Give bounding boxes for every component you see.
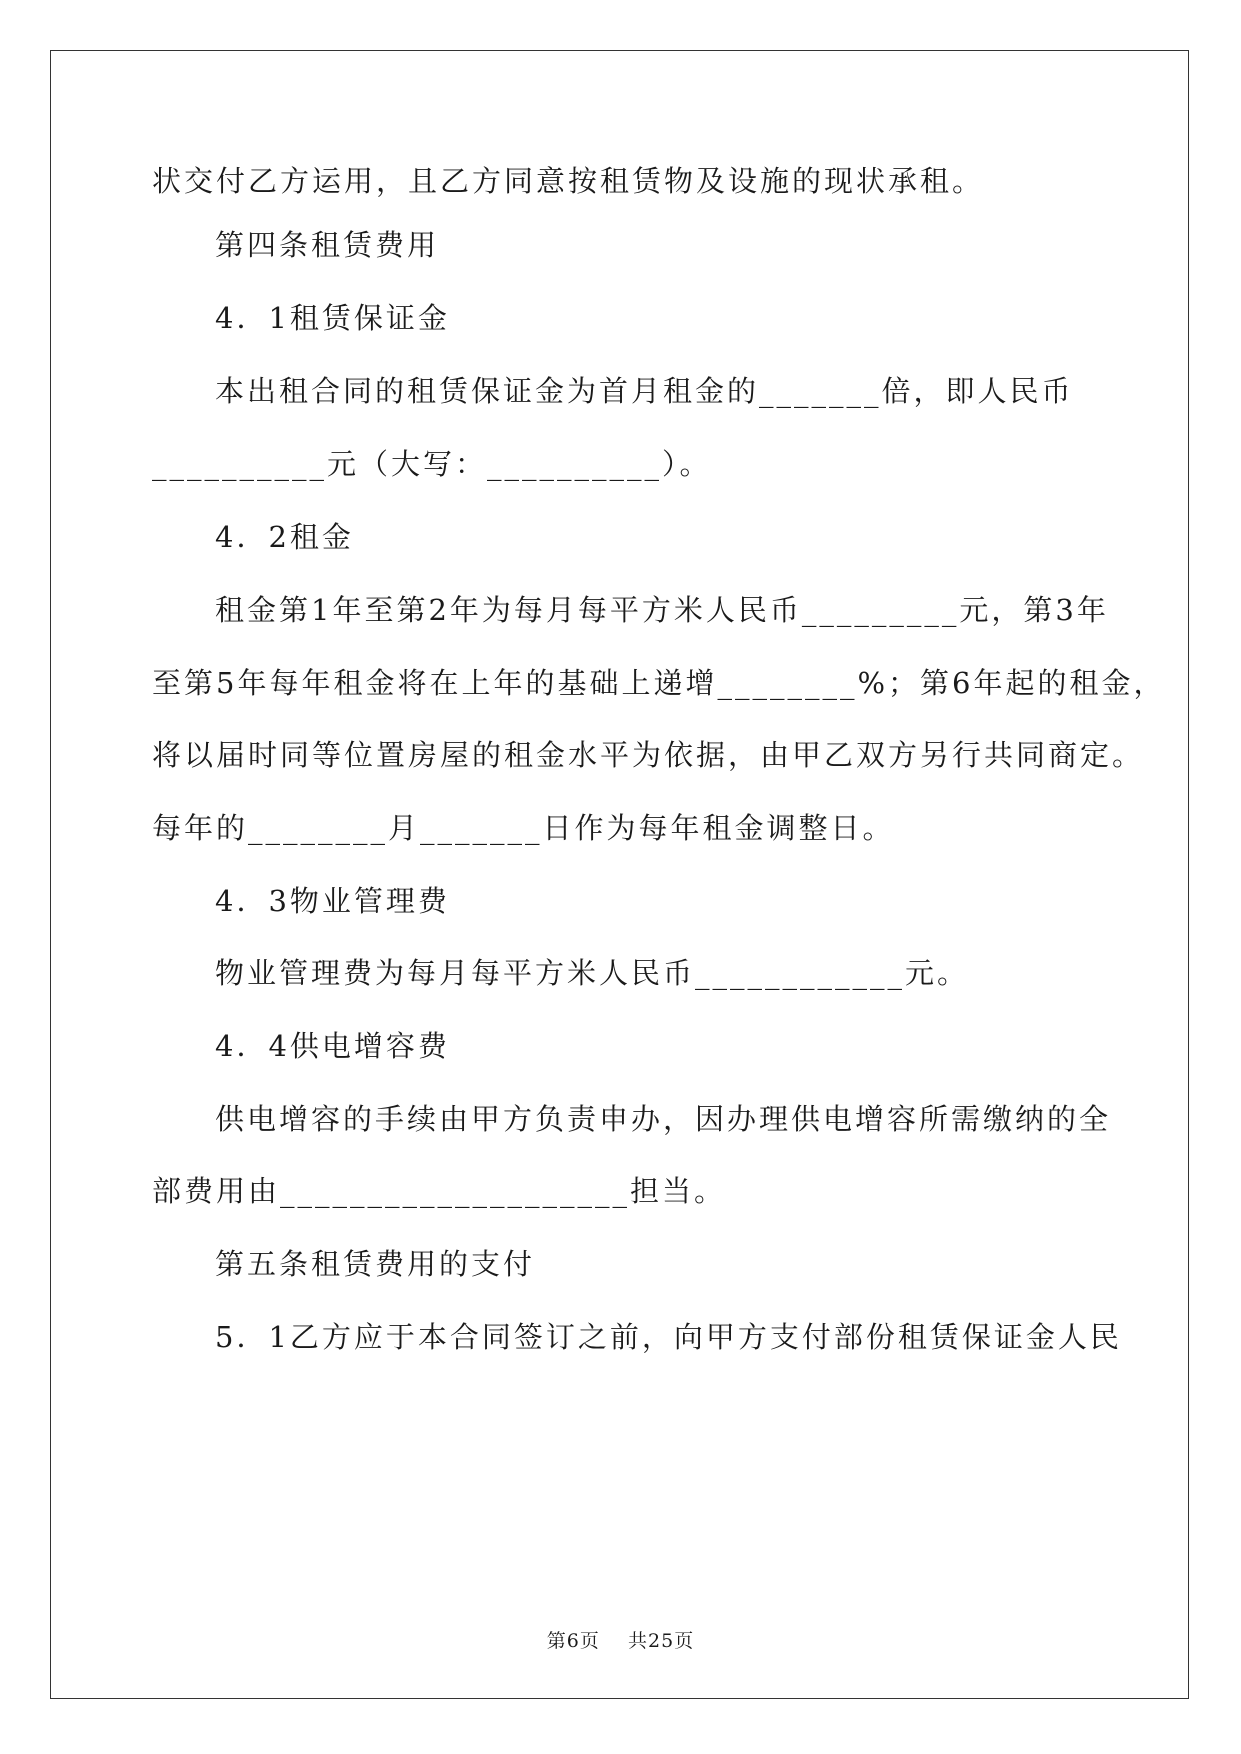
paragraph-line: 租金第1年至第2年为每月每平方米人民币_________元，第3年 [215,593,1109,627]
clause-heading: 4．1租赁保证金 [215,301,450,335]
paragraph-line: 部费用由____________________担当。 [152,1174,727,1208]
paragraph-line: 状交付乙方运用，且乙方同意按租赁物及设施的现状承租。 [152,164,985,198]
paragraph-line: 将以届时同等位置房屋的租金水平为依据，由甲乙双方另行共同商定。 [152,738,1145,772]
section-heading: 第五条租赁费用的支付 [215,1247,536,1281]
clause-heading: 4．2租金 [215,520,354,554]
paragraph-line: 物业管理费为每月每平方米人民币____________元。 [215,956,970,990]
paragraph-line: 本出租合同的租赁保证金为首月租金的_______倍，即人民币 [215,374,1074,408]
clause-heading: 4．4供电增容费 [215,1029,450,1063]
clause-heading: 4．3物业管理费 [215,884,450,918]
paragraph-line: 至第5年每年租金将在上年的基础上递增________%；第6年起的租金， [152,666,1166,700]
paragraph-line: 5．1乙方应于本合同签订之前，向甲方支付部份租赁保证金人民 [215,1320,1122,1354]
paragraph-line: 每年的________月_______日作为每年租金调整日。 [152,811,895,845]
page-number-footer: 第6页 共25页 [546,1630,695,1652]
paragraph-line: __________元（大写：__________）。 [152,447,712,481]
section-heading: 第四条租赁费用 [215,228,440,262]
paragraph-line: 供电增容的手续由甲方负责申办，因办理供电增容所需缴纳的全 [215,1102,1112,1136]
